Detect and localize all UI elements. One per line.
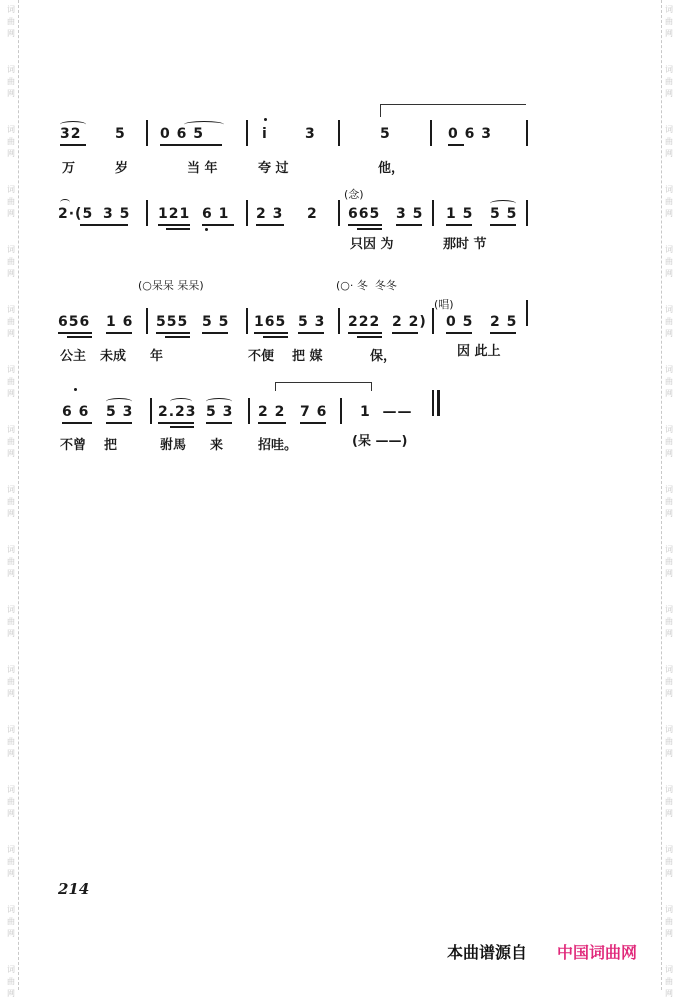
watermark-glyph: 网 — [7, 809, 15, 818]
watermark-glyph: 网 — [665, 389, 673, 398]
watermark-glyph: 网 — [7, 329, 15, 338]
bar-line — [146, 120, 148, 146]
bar-line — [248, 398, 250, 424]
note-group: 2·(5 — [58, 206, 94, 222]
bar-line — [146, 308, 148, 334]
note-group: 222 — [348, 314, 381, 330]
bar-line — [246, 308, 248, 334]
watermark-glyph: 词 — [7, 365, 15, 374]
watermark-glyph: 曲 — [7, 317, 15, 326]
underline — [166, 228, 190, 230]
watermark-glyph: 词 — [665, 725, 673, 734]
watermark-glyph: 曲 — [665, 197, 673, 206]
bar-line — [246, 200, 248, 226]
watermark-glyph: 曲 — [665, 977, 673, 986]
high-octave-dot — [264, 118, 267, 121]
watermark-glyph: 网 — [665, 569, 673, 578]
watermark-glyph: 曲 — [7, 77, 15, 86]
underline — [357, 336, 382, 338]
bar-line — [338, 308, 340, 334]
underline — [165, 336, 190, 338]
watermark-glyph: 曲 — [7, 197, 15, 206]
note-group: 2 2) — [392, 314, 427, 330]
watermark-glyph: 词 — [7, 185, 15, 194]
watermark-glyph: 曲 — [665, 17, 673, 26]
bar-line — [432, 308, 434, 334]
watermark-glyph: 网 — [665, 809, 673, 818]
watermark-glyph: 词 — [665, 65, 673, 74]
watermark-glyph: 词 — [7, 305, 15, 314]
lyric: 保， — [370, 349, 397, 364]
watermark-glyph: 网 — [665, 509, 673, 518]
watermark-glyph: 网 — [665, 269, 673, 278]
underline — [490, 224, 516, 226]
watermark-glyph: 网 — [7, 509, 15, 518]
underline — [206, 422, 232, 424]
watermark-glyph: 词 — [665, 785, 673, 794]
underline — [202, 224, 234, 226]
underline — [348, 332, 382, 334]
note-group: 5 — [380, 126, 391, 142]
annotation: (唱) — [434, 298, 454, 311]
lyric: 年 — [150, 349, 164, 364]
watermark-glyph: 曲 — [7, 917, 15, 926]
lyric: 他， — [378, 161, 405, 176]
bar-line — [526, 200, 528, 226]
underline — [258, 422, 286, 424]
underline — [490, 332, 516, 334]
underline — [60, 144, 86, 146]
watermark-glyph: 词 — [7, 5, 15, 14]
watermark-glyph: 曲 — [665, 617, 673, 626]
watermark-glyph: 网 — [7, 29, 15, 38]
note-group: i — [262, 126, 268, 142]
lyric: 只因 为 — [350, 237, 394, 252]
lyric: 万 — [62, 161, 76, 176]
lyric: 招哇。 — [258, 438, 298, 453]
watermark-glyph: 网 — [665, 869, 673, 878]
watermark-glyph: 网 — [665, 749, 673, 758]
watermark-glyph: 网 — [7, 989, 15, 998]
watermark-glyph: 词 — [7, 605, 15, 614]
watermark-glyph: 词 — [7, 725, 15, 734]
watermark-glyph: 曲 — [7, 17, 15, 26]
watermark-glyph: 网 — [665, 449, 673, 458]
lyric: 驸馬 — [160, 438, 187, 453]
watermark-glyph: 网 — [665, 29, 673, 38]
underline — [106, 422, 132, 424]
watermark-glyph: 网 — [665, 929, 673, 938]
underline — [156, 332, 190, 334]
note-group: 3 5 — [103, 206, 131, 222]
watermark-glyph: 曲 — [665, 137, 673, 146]
annotation: (○呆呆 呆呆) — [138, 279, 204, 292]
watermark-glyph: 曲 — [665, 257, 673, 266]
note-group: 2.23 — [158, 404, 197, 420]
watermark-glyph: 曲 — [7, 437, 15, 446]
watermark-glyph: 网 — [7, 929, 15, 938]
lyric: 夸 过 — [258, 161, 289, 176]
note-group: 165 — [254, 314, 287, 330]
underline — [158, 224, 190, 226]
bar-line — [246, 120, 248, 146]
note-group: 3 5 — [396, 206, 424, 222]
note-group: 2 — [307, 206, 318, 222]
bar-line — [338, 120, 340, 146]
annotation: (○· 冬 冬冬 — [336, 279, 397, 292]
lyric: 未成 — [100, 349, 127, 364]
bar-line — [432, 390, 434, 416]
watermark-glyph: 词 — [7, 485, 15, 494]
note-group: 7 6 — [300, 404, 328, 420]
note-group: 6 1 — [202, 206, 230, 222]
page-number: 214 — [58, 880, 90, 898]
slur — [170, 398, 192, 405]
lyric: 因 此上 — [457, 344, 501, 359]
watermark-glyph: 词 — [7, 245, 15, 254]
note-group: 5 — [115, 126, 126, 142]
watermark-glyph: 词 — [7, 425, 15, 434]
watermark-glyph: 曲 — [7, 677, 15, 686]
watermark-glyph: 曲 — [7, 737, 15, 746]
watermark-glyph: 词 — [7, 65, 15, 74]
note-group: 5 5 — [490, 206, 518, 222]
note-group: 555 — [156, 314, 189, 330]
note-group: 5 3 — [298, 314, 326, 330]
underline — [106, 332, 132, 334]
watermark-glyph: 网 — [665, 89, 673, 98]
lyric: 把 — [104, 438, 118, 453]
underline — [58, 332, 92, 334]
watermark-glyph: 曲 — [7, 557, 15, 566]
phrase-bracket — [380, 104, 526, 117]
slur — [106, 398, 132, 405]
watermark-glyph: 曲 — [665, 437, 673, 446]
watermark-glyph: 词 — [665, 5, 673, 14]
bar-line — [432, 200, 434, 226]
lyric: (呆 ——) — [352, 434, 408, 449]
annotation: (念) — [344, 188, 364, 201]
underline — [357, 228, 382, 230]
watermark-glyph: 词 — [7, 785, 15, 794]
note-group: 665 — [348, 206, 381, 222]
fermata — [60, 199, 70, 206]
watermark-glyph: 网 — [665, 689, 673, 698]
lyric: 不曾 — [60, 438, 87, 453]
watermark-glyph: 网 — [7, 689, 15, 698]
bar-line — [338, 200, 340, 226]
slur — [490, 200, 516, 207]
underline — [298, 332, 324, 334]
watermark-glyph: 曲 — [665, 557, 673, 566]
watermark-glyph: 词 — [665, 185, 673, 194]
watermark-glyph: 曲 — [7, 857, 15, 866]
watermark-glyph: 网 — [665, 209, 673, 218]
note-group: 32 — [60, 126, 82, 142]
watermark-glyph: 词 — [7, 905, 15, 914]
watermark-glyph: 曲 — [665, 677, 673, 686]
high-octave-dot — [74, 388, 77, 391]
watermark-glyph: 网 — [7, 149, 15, 158]
watermark-glyph: 网 — [665, 989, 673, 998]
underline — [170, 426, 194, 428]
watermark-glyph: 词 — [7, 545, 15, 554]
watermark-glyph: 词 — [665, 665, 673, 674]
lyric: 那时 节 — [443, 237, 487, 252]
note-group: 0 6 3 — [448, 126, 492, 142]
lyric: 岁 — [115, 161, 129, 176]
watermark-glyph: 网 — [7, 209, 15, 218]
watermark-glyph: 网 — [665, 149, 673, 158]
watermark-glyph: 词 — [7, 965, 15, 974]
watermark-glyph: 词 — [665, 245, 673, 254]
watermark-glyph: 网 — [7, 749, 15, 758]
underline — [446, 332, 472, 334]
watermark-glyph: 词 — [665, 485, 673, 494]
watermark-glyph: 曲 — [665, 77, 673, 86]
note-group: 2 3 — [256, 206, 284, 222]
bar-line — [430, 120, 432, 146]
note-group: 0 6 5 — [160, 126, 204, 142]
watermark-glyph: 词 — [665, 605, 673, 614]
watermark-glyph: 曲 — [665, 497, 673, 506]
watermark-glyph: 曲 — [665, 797, 673, 806]
watermark-glyph: 曲 — [7, 617, 15, 626]
watermark-glyph: 网 — [7, 569, 15, 578]
watermark-glyph: 曲 — [665, 737, 673, 746]
underline — [348, 224, 382, 226]
bar-line — [150, 398, 152, 424]
slur — [206, 398, 232, 405]
note-group: 1 —— — [360, 404, 413, 420]
note-group: 656 — [58, 314, 91, 330]
note-group: 121 — [158, 206, 191, 222]
low-octave-dot — [205, 228, 208, 231]
bar-line — [526, 300, 528, 326]
underline — [263, 336, 288, 338]
source-site-link[interactable]: 中国词曲网 — [557, 943, 638, 962]
watermark-glyph: 词 — [665, 965, 673, 974]
underline — [396, 224, 422, 226]
watermark-glyph: 网 — [665, 629, 673, 638]
underline — [80, 224, 128, 226]
watermark-glyph: 曲 — [7, 797, 15, 806]
watermark-glyph: 曲 — [7, 257, 15, 266]
lyric: 不便 — [248, 349, 275, 364]
watermark-glyph: 词 — [665, 305, 673, 314]
note-group: 5 5 — [202, 314, 230, 330]
bar-line — [146, 200, 148, 226]
bar-line — [526, 120, 528, 146]
bar-line — [437, 390, 440, 416]
watermark-glyph: 词 — [7, 125, 15, 134]
underline — [62, 422, 92, 424]
watermark-glyph: 网 — [7, 89, 15, 98]
watermark-glyph: 词 — [665, 545, 673, 554]
watermark-glyph: 词 — [665, 905, 673, 914]
underline — [392, 332, 418, 334]
lyric: 当 年 — [187, 161, 218, 176]
watermark-glyph: 曲 — [665, 317, 673, 326]
watermark-glyph: 词 — [665, 125, 673, 134]
source-prefix: 本曲谱源自 — [447, 943, 528, 962]
note-group: 0 5 — [446, 314, 474, 330]
underline — [300, 422, 326, 424]
watermark-glyph: 网 — [665, 329, 673, 338]
watermark-glyph: 词 — [665, 365, 673, 374]
note-group: 2 5 — [490, 314, 518, 330]
watermark-glyph: 词 — [7, 665, 15, 674]
underline — [160, 144, 222, 146]
watermark-glyph: 词 — [665, 425, 673, 434]
watermark-glyph: 曲 — [7, 137, 15, 146]
lyric: 来 — [210, 438, 224, 453]
watermark-glyph: 词 — [665, 845, 673, 854]
watermark-glyph: 曲 — [7, 377, 15, 386]
underline — [448, 144, 464, 146]
watermark-glyph: 曲 — [7, 497, 15, 506]
slur — [184, 121, 224, 128]
watermark-glyph: 网 — [7, 449, 15, 458]
watermark-glyph: 曲 — [665, 917, 673, 926]
watermark-glyph: 网 — [7, 869, 15, 878]
underline — [158, 422, 194, 424]
bar-line — [340, 398, 342, 424]
note-group: 3 — [305, 126, 316, 142]
phrase-bracket — [275, 382, 372, 391]
note-group: 1 6 — [106, 314, 134, 330]
lyric: 公主 — [60, 349, 87, 364]
note-group: 2 2 — [258, 404, 286, 420]
watermark-glyph: 网 — [7, 269, 15, 278]
note-group: 5 3 — [206, 404, 234, 420]
watermark-glyph: 曲 — [7, 977, 15, 986]
lyric: 把 媒 — [292, 349, 323, 364]
watermark-glyph: 词 — [7, 845, 15, 854]
note-group: 5 3 — [106, 404, 134, 420]
underline — [256, 224, 284, 226]
watermark-glyph: 网 — [7, 629, 15, 638]
watermark-glyph: 网 — [7, 389, 15, 398]
underline — [446, 224, 472, 226]
note-group: 6 6 — [62, 404, 90, 420]
watermark-glyph: 曲 — [665, 377, 673, 386]
note-group: 1 5 — [446, 206, 474, 222]
underline — [202, 332, 228, 334]
underline — [254, 332, 288, 334]
watermark-glyph: 曲 — [665, 857, 673, 866]
underline — [67, 336, 92, 338]
